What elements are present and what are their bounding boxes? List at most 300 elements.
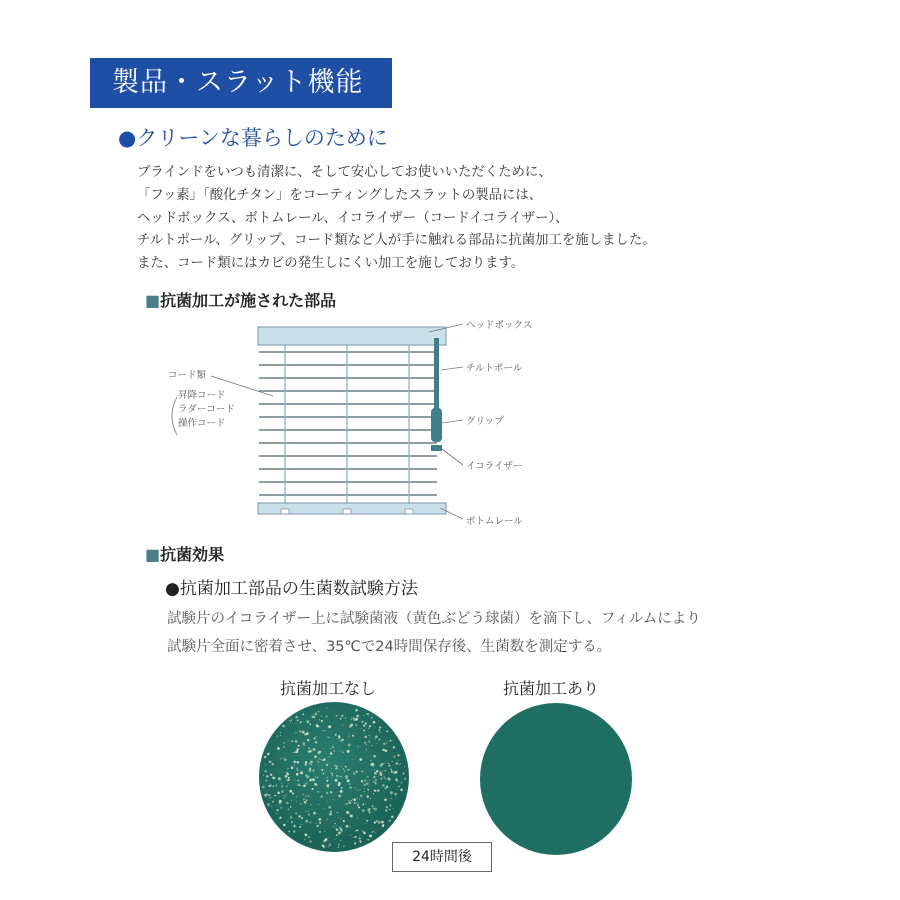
colony-speck — [355, 709, 358, 712]
colony-speck — [350, 815, 353, 818]
colony-speck — [340, 790, 343, 793]
colony-speck — [362, 720, 363, 721]
colony-speck — [391, 816, 394, 819]
colony-speck — [375, 727, 376, 728]
colony-speck — [285, 775, 288, 778]
colony-speck — [366, 749, 367, 750]
colony-speck — [391, 771, 393, 773]
colony-speck — [326, 764, 328, 766]
colony-speck — [304, 801, 307, 804]
colony-speck — [360, 789, 361, 790]
colony-speck — [283, 746, 285, 748]
colony-speck — [348, 801, 351, 804]
colony-speck — [335, 839, 336, 840]
tilt-pole-label: チルトポール — [466, 363, 523, 374]
colony-speck — [382, 771, 383, 772]
method-line: 試験片全面に密着させ、35℃で24時間保存後、生菌数を測定する。 — [167, 638, 612, 655]
colony-speck — [288, 740, 289, 741]
clean-section-heading: ●クリーンな暮らしのために — [118, 126, 388, 150]
colony-speck — [281, 785, 283, 787]
colony-speck — [379, 739, 381, 741]
after-24h-label: 24時間後 — [392, 842, 492, 872]
colony-speck — [352, 799, 353, 800]
blind-diagram — [155, 312, 555, 536]
colony-speck — [385, 750, 387, 752]
colony-speck — [367, 776, 369, 778]
colony-speck — [326, 792, 328, 794]
colony-speck — [338, 735, 340, 737]
colony-speck — [323, 758, 325, 760]
colony-speck — [293, 825, 296, 828]
intro-line: また、コード類にはカビの発生しにくい加工を施しております。 — [137, 256, 525, 272]
colony-speck — [352, 759, 353, 760]
colony-speck — [376, 770, 378, 772]
colony-speck — [320, 759, 322, 761]
colony-speck — [362, 804, 364, 806]
colony-speck — [262, 785, 265, 788]
colony-speck — [400, 763, 401, 764]
colony-speck — [352, 735, 354, 737]
colony-speck — [285, 796, 286, 797]
colony-speck — [314, 713, 317, 716]
colony-speck — [393, 808, 394, 809]
colony-speck — [336, 829, 338, 831]
colony-speck — [375, 832, 376, 833]
colony-speck — [392, 761, 393, 762]
colony-speck — [276, 813, 277, 814]
colony-speck — [289, 720, 290, 721]
colony-speck — [350, 769, 351, 770]
colony-speck — [264, 756, 266, 758]
colony-speck — [389, 778, 391, 780]
colony-speck — [277, 791, 280, 794]
colony-speck — [340, 818, 341, 819]
colony-speck — [340, 829, 342, 831]
colony-speck — [301, 817, 303, 819]
colony-speck — [284, 795, 285, 796]
colony-speck — [288, 831, 290, 833]
colony-speck — [328, 806, 331, 809]
colony-speck — [273, 786, 274, 787]
intro-line: 「フッ素」「酸化チタン」をコーティングしたスラットの製品には、 — [137, 187, 543, 203]
colony-speck — [364, 742, 366, 744]
colony-speck — [310, 840, 312, 842]
colony-speck — [381, 821, 384, 824]
colony-speck — [359, 799, 360, 800]
colony-speck — [291, 799, 293, 801]
head-box — [258, 327, 446, 345]
colony-speck — [290, 816, 293, 819]
colony-speck — [349, 826, 351, 828]
colony-speck — [306, 800, 307, 801]
colony-speck — [302, 794, 304, 796]
untreated-culture-dish — [259, 702, 409, 852]
colony-speck — [315, 822, 316, 823]
colony-speck — [314, 755, 317, 758]
colony-speck — [328, 725, 331, 728]
colony-speck — [338, 783, 341, 786]
colony-speck — [282, 725, 285, 728]
colony-speck — [356, 802, 358, 804]
colony-speck — [316, 725, 319, 728]
colony-speck — [353, 802, 355, 804]
colony-speck — [310, 764, 312, 766]
parts-section-heading — [145, 288, 336, 311]
colony-speck — [393, 746, 395, 748]
colony-speck — [302, 713, 303, 714]
colony-speck — [336, 775, 338, 777]
colony-speck — [350, 724, 353, 727]
colony-speck — [295, 812, 297, 814]
colony-speck — [359, 840, 361, 842]
colony-speck — [336, 715, 338, 717]
colony-speck — [347, 750, 350, 753]
colony-speck — [311, 789, 312, 790]
colony-speck — [327, 736, 328, 737]
colony-speck — [298, 784, 301, 787]
colony-speck — [340, 840, 341, 841]
colony-speck — [366, 782, 369, 785]
colony-speck — [351, 719, 352, 720]
colony-speck — [356, 830, 357, 831]
colony-speck — [338, 846, 339, 847]
colony-speck — [365, 823, 366, 824]
colony-speck — [379, 731, 380, 732]
colony-speck — [362, 830, 363, 831]
colony-speck — [333, 799, 334, 800]
colony-speck — [275, 785, 277, 787]
colony-speck — [276, 809, 278, 811]
colony-speck — [340, 776, 341, 777]
intro-line: ヘッドボックス、ボトムレール、イコライザー（コードイコライザー）、 — [137, 210, 569, 226]
colony-speck — [350, 835, 351, 836]
colony-speck — [319, 831, 321, 833]
colony-speck — [351, 800, 352, 801]
treated-culture-dish — [480, 703, 632, 855]
colony-speck — [366, 744, 367, 745]
colony-speck — [329, 813, 332, 816]
colony-speck — [298, 745, 300, 747]
colony-speck — [349, 783, 351, 785]
colony-speck — [326, 818, 328, 820]
colony-speck — [334, 750, 335, 751]
colony-speck — [374, 790, 376, 792]
colony-speck — [378, 821, 381, 824]
colony-speck — [279, 817, 281, 819]
ladder-cords — [285, 345, 409, 508]
colony-speck — [277, 736, 278, 737]
colony-speck — [398, 786, 399, 787]
colony-speck — [388, 763, 390, 765]
colony-speck — [290, 806, 292, 808]
colony-speck — [329, 756, 330, 757]
colony-speck — [323, 840, 326, 843]
colony-speck — [278, 802, 280, 804]
colony-speck — [373, 776, 375, 778]
colony-speck — [286, 794, 287, 795]
colony-speck — [346, 825, 349, 828]
colony-speck — [341, 715, 342, 716]
colony-speck — [400, 788, 403, 791]
colony-speck — [271, 806, 272, 807]
colony-speck — [334, 765, 336, 767]
colony-speck — [290, 722, 291, 723]
colony-speck — [296, 761, 299, 764]
colony-speck — [308, 836, 310, 838]
colony-speck — [313, 812, 316, 815]
colony-speck — [366, 713, 367, 714]
colony-speck — [336, 834, 338, 836]
colony-speck — [357, 790, 358, 791]
colony-speck — [367, 839, 369, 841]
square-bullet-icon: ■ — [145, 291, 161, 310]
colony-speck — [385, 799, 386, 800]
colony-speck — [379, 729, 381, 731]
intro-line: チルトポール、グリップ、コード類など人が手に触れる部品に抗菌加工を施しました。 — [137, 233, 656, 249]
colony-speck — [381, 778, 383, 780]
colony-speck — [332, 775, 333, 776]
colony-speck — [318, 711, 320, 713]
colony-speck — [299, 721, 302, 724]
colony-speck — [280, 807, 282, 809]
ladder-cord-label: ラダーコード — [178, 404, 235, 415]
colony-speck — [338, 795, 341, 798]
colony-speck — [369, 779, 370, 780]
colony-speck — [334, 827, 335, 828]
colony-speck — [343, 820, 345, 822]
lift-cord-label: 昇降コード — [178, 390, 226, 401]
colony-speck — [367, 789, 369, 791]
colony-speck — [353, 717, 355, 719]
colony-speck — [296, 773, 299, 776]
colony-speck — [349, 733, 350, 734]
colony-speck — [367, 713, 369, 715]
colony-speck — [272, 763, 274, 765]
colony-speck — [386, 743, 387, 744]
colony-speck — [314, 846, 315, 847]
colony-speck — [359, 837, 361, 839]
colony-speck — [283, 824, 285, 826]
method-heading: ●抗菌加工部品の生菌数試験方法 — [165, 579, 418, 599]
colony-speck — [358, 746, 359, 747]
colony-speck — [362, 809, 365, 812]
colony-speck — [322, 845, 324, 847]
colony-speck — [375, 782, 377, 784]
colony-speck — [375, 779, 377, 781]
colony-speck — [371, 770, 372, 771]
colony-speck — [316, 736, 317, 737]
colony-speck — [330, 752, 333, 755]
colony-speck — [308, 814, 310, 816]
colony-speck — [337, 778, 338, 779]
colony-speck — [294, 752, 295, 753]
colony-speck — [302, 742, 305, 745]
colony-speck — [312, 769, 314, 771]
colony-speck — [283, 758, 284, 759]
colony-speck — [307, 751, 309, 753]
colony-speck — [344, 770, 346, 772]
colony-speck — [374, 772, 377, 775]
colony-speck — [341, 787, 343, 789]
colony-speck — [338, 831, 341, 834]
colony-speck — [336, 765, 338, 767]
colony-speck — [345, 766, 347, 768]
colony-speck — [288, 783, 289, 784]
colony-speck — [283, 742, 285, 744]
colony-speck — [269, 761, 270, 762]
colony-speck — [304, 839, 305, 840]
colony-speck — [364, 780, 366, 782]
colony-speck — [349, 813, 350, 814]
effect-heading-text: 抗菌効果 — [160, 545, 225, 564]
colony-speck — [338, 844, 340, 846]
colony-speck — [369, 811, 371, 813]
colony-speck — [300, 771, 303, 774]
colony-speck — [355, 787, 356, 788]
colony-speck — [309, 723, 311, 725]
colony-speck — [356, 715, 359, 718]
colony-speck — [296, 796, 297, 797]
colony-speck — [341, 741, 342, 742]
colony-speck — [343, 768, 344, 769]
colony-speck — [312, 716, 315, 719]
colony-speck — [340, 718, 342, 720]
colony-speck — [363, 772, 364, 773]
colony-speck — [397, 754, 399, 756]
colony-speck — [283, 798, 284, 799]
colony-speck — [297, 780, 299, 782]
colony-speck — [326, 847, 327, 848]
colony-speck — [342, 752, 344, 754]
colony-speck — [347, 779, 350, 782]
colony-speck — [286, 785, 288, 787]
colony-speck — [373, 793, 374, 794]
colony-speck — [281, 790, 284, 793]
colony-speck — [295, 740, 298, 743]
colony-speck — [303, 784, 306, 787]
colony-speck — [265, 780, 267, 782]
colony-speck — [351, 717, 352, 718]
colony-speck — [307, 739, 309, 741]
colony-speck — [287, 803, 288, 804]
colony-speck — [304, 763, 307, 766]
colony-speck — [335, 734, 337, 736]
colony-speck — [280, 735, 281, 736]
colony-speck — [299, 730, 302, 733]
colony-speck — [296, 800, 297, 801]
colony-speck — [272, 801, 274, 803]
colony-speck — [270, 797, 272, 799]
colony-speck — [324, 808, 325, 809]
colony-speck — [389, 820, 391, 822]
colony-speck — [365, 722, 367, 724]
colony-speck — [397, 781, 398, 782]
colony-speck — [348, 743, 351, 746]
colony-speck — [287, 821, 288, 822]
colony-speck — [309, 779, 311, 781]
colony-speck — [330, 748, 331, 749]
colony-speck — [355, 836, 357, 838]
colony-speck — [336, 738, 337, 739]
colony-speck — [315, 741, 318, 744]
colony-speck — [286, 772, 288, 774]
colony-speck — [335, 767, 338, 770]
colony-speck — [340, 751, 341, 752]
colony-speck — [373, 721, 376, 724]
colony-speck — [332, 826, 333, 827]
colony-speck — [338, 817, 339, 818]
colony-speck — [400, 782, 402, 784]
colony-speck — [266, 775, 269, 778]
colony-speck — [340, 789, 341, 790]
colony-speck — [296, 750, 299, 753]
colony-speck — [306, 720, 309, 723]
colony-speck — [303, 798, 305, 800]
colony-speck — [298, 774, 299, 775]
colony-speck — [357, 817, 358, 818]
colony-speck — [403, 773, 405, 775]
colony-speck — [310, 769, 311, 770]
colony-speck — [308, 748, 310, 750]
colony-speck — [317, 777, 318, 778]
colony-speck — [404, 778, 406, 780]
colony-speck — [340, 740, 341, 741]
colony-speck — [328, 737, 330, 739]
colony-speck — [319, 719, 320, 720]
colony-speck — [287, 768, 288, 769]
colony-speck — [305, 774, 307, 776]
colony-speck — [347, 769, 349, 771]
colony-speck — [292, 792, 294, 794]
colony-speck — [354, 842, 356, 844]
colony-speck — [318, 804, 319, 805]
colony-speck — [374, 831, 375, 832]
colony-speck — [288, 809, 290, 811]
colony-speck — [314, 758, 315, 759]
colony-speck — [329, 843, 332, 846]
colony-speck — [288, 779, 290, 781]
colony-speck — [342, 725, 343, 726]
colony-speck — [363, 729, 365, 731]
colony-speck — [353, 772, 356, 775]
intro-line: ブラインドをいつも清潔に、そして安心してお使いいただくために、 — [137, 165, 552, 180]
colony-speck — [391, 798, 392, 799]
colony-speck — [300, 785, 301, 786]
colony-speck — [361, 780, 363, 782]
slats — [259, 352, 437, 495]
colony-speck — [395, 778, 398, 781]
colony-speck — [296, 720, 297, 721]
colony-speck — [375, 736, 378, 739]
colony-speck — [375, 782, 376, 783]
colony-speck — [368, 740, 370, 742]
colony-speck — [318, 761, 320, 763]
colony-speck — [364, 788, 365, 789]
colony-speck — [321, 716, 322, 717]
colony-speck — [359, 758, 362, 761]
colony-speck — [374, 769, 375, 770]
colony-speck — [317, 784, 318, 785]
colony-speck — [290, 790, 293, 793]
colony-speck — [315, 776, 316, 777]
colony-speck — [301, 824, 302, 825]
colony-speck — [328, 846, 329, 847]
colony-speck — [310, 823, 311, 824]
colony-speck — [386, 730, 388, 732]
bottom-rail-label: ボトムレール — [466, 516, 523, 527]
colony-speck — [263, 775, 264, 776]
colony-speck — [353, 798, 356, 801]
